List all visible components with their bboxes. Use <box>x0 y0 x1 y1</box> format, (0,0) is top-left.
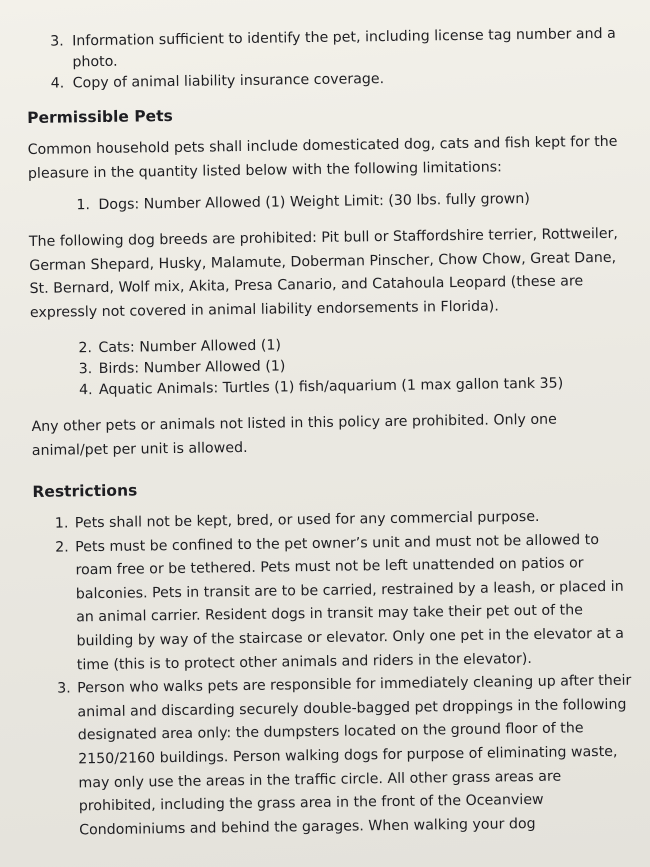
document-body <box>26 24 637 844</box>
list-number: 2. <box>55 539 69 556</box>
list-text: Pets shall not be kept, bred, or used for any commercial purpose. <box>74 508 540 532</box>
list-text: Birds: Number Allowed (1) <box>98 358 286 378</box>
list-item <box>57 670 637 843</box>
list-number: 1. <box>54 515 69 532</box>
intro-list <box>26 24 627 95</box>
list-number: 2. <box>78 340 93 357</box>
list-number: 4. <box>78 382 93 399</box>
list-text: Copy of animal liability insurance coverage. <box>72 71 385 92</box>
list-item <box>55 528 635 678</box>
prohibited-breeds-paragraph: The following dog breeds are prohibited: Pit bull or Staffordshire terrier, Rottweiler, German Shepard, Husky, Malamute, Doberman Pinscher, Chow Chow, Great Dane, St. Bernard, Wolf mix, Akita, Presa Canario, and Catahoula Leopard (these are expressly not covered in animal liability endorsements in Florida). <box>28 225 619 321</box>
other-pets-list <box>30 331 631 402</box>
restrictions-list <box>33 505 638 844</box>
list-number: 3. <box>78 361 93 378</box>
closing-paragraph: Any other pets or animals not listed in this policy are prohibited. Only one animal/pet per unit is allowed. <box>31 411 557 459</box>
list-text: Person who walks pets are responsible for immediately cleaning up after their animal and discarding securely double-bagged pet droppings in the following designated area only: the dumpsters located on the ground floor of the 2150/2160 buildings. Person walking dogs for purpose of eliminating waste, may only use the areas in the traffic circle. All other grass areas are prohibited, including the grass area in the front of the Oceanview Condominiums and behind the garages. When walking your dog <box>77 672 632 839</box>
list-number: 3. <box>50 33 64 50</box>
list-number: 4. <box>50 75 65 92</box>
permissible-pets-heading: Permissible Pets <box>27 106 173 127</box>
list-text: Cats: Number Allowed (1) <box>98 337 282 357</box>
restrictions-heading: Restrictions <box>32 481 138 501</box>
list-number: 1. <box>76 197 91 214</box>
list-text: Dogs: Number Allowed (1) Weight Limit: (30 lbs. fully grown) <box>98 190 530 214</box>
list-number: 3. <box>57 680 71 697</box>
permissible-intro: Common household pets shall include domesticated dog, cats and fish kept for the pleasure in the quantity listed below with the following limitations: <box>27 133 618 182</box>
list-text: Information sufficient to identify the pet, including license tag number and a photo. <box>72 25 616 71</box>
list-text: Aquatic Animals: Turtles (1) fish/aquarium (1 max gallon tank 35) <box>98 375 564 399</box>
list-text: Pets must be confined to the pet owner’s unit and must not be allowed to roam free or be tethered. Pets must not be left unattended on patios or balconies. Pets in transit are to be carried, restrained by a leash, or placed in an animal carrier. Resident dogs in transit may take their pet out of the building by way of the staircase or elevator. Only one pet in the elevator at a time (this is to protect other animals and riders in the elevator). <box>75 531 625 673</box>
